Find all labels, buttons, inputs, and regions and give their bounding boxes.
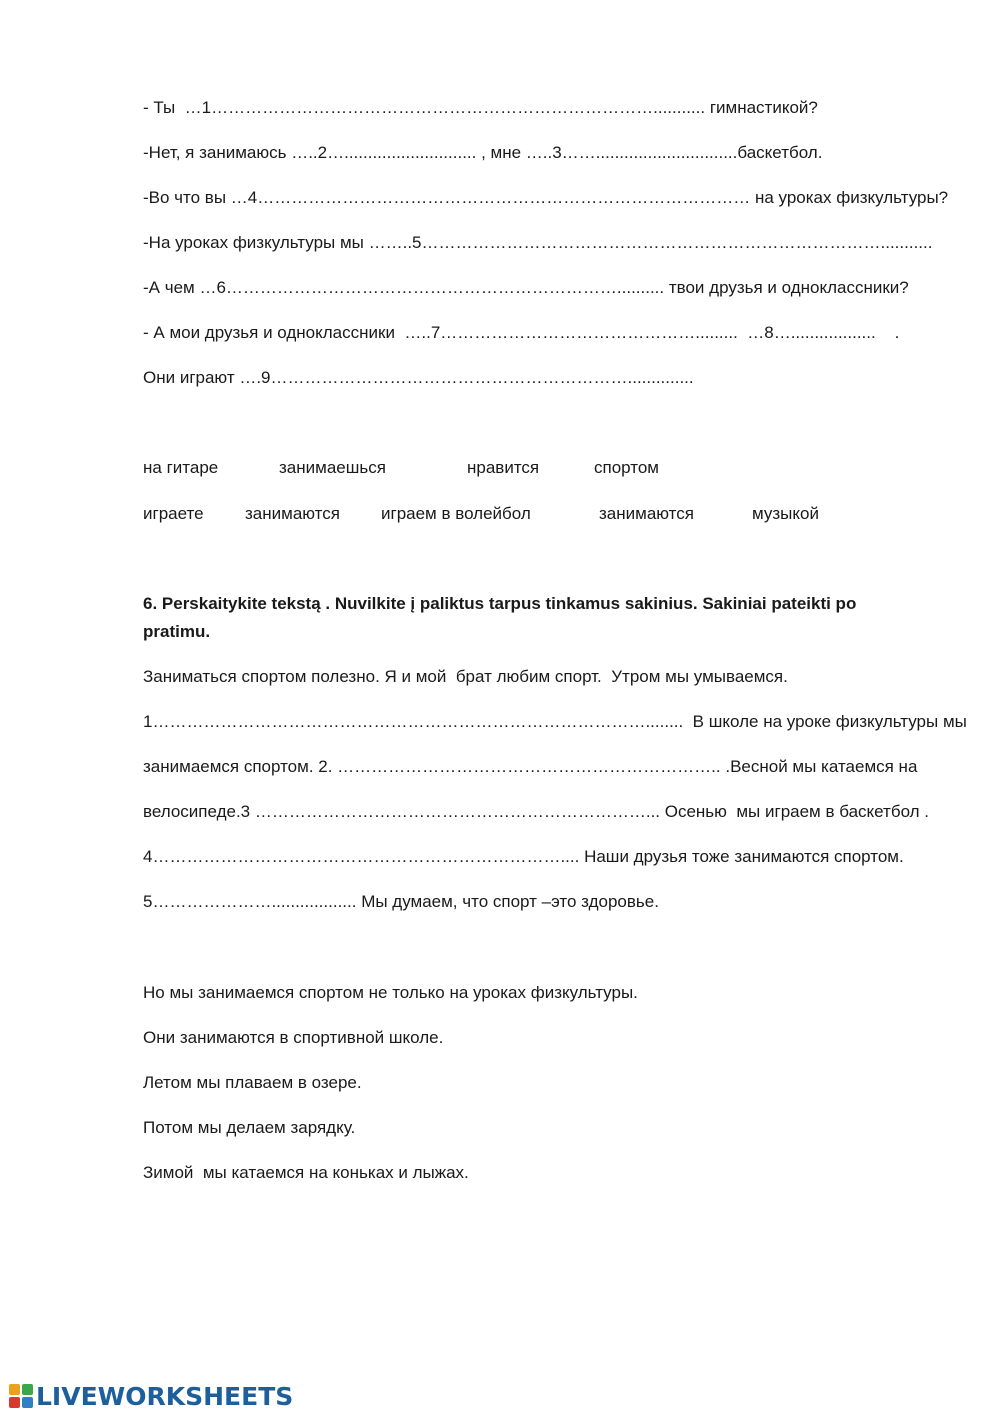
exercise-text-line: 5………………….................. Мы думаем, что спорт –это здоровье.: [143, 892, 659, 911]
draggable-sentence[interactable]: Зимой мы катаемся на коньках и лыжах.: [143, 1163, 469, 1182]
exercise-text-line: Заниматься спортом полезно. Я и мой брат любим спорт. Утром мы умываемся.: [143, 667, 788, 686]
liveworksheets-logo-icon: [8, 1383, 34, 1409]
word-bank-item[interactable]: на гитаре: [143, 458, 219, 477]
liveworksheets-logo: [8, 1381, 293, 1411]
dialogue-line-4: -На уроках физкультуры мы ……..5………………………………………………………………………...........: [143, 233, 933, 252]
liveworksheets-logo-text: LIVEWORKSHEETS: [36, 1381, 294, 1411]
word-bank-item[interactable]: занимаются: [245, 504, 340, 523]
word-bank-item[interactable]: нравится: [467, 458, 540, 477]
draggable-sentence[interactable]: Потом мы делаем зарядку.: [143, 1118, 356, 1137]
word-bank-item[interactable]: занимаешься: [279, 458, 386, 477]
draggable-sentence[interactable]: Но мы занимаемся спортом не только на уроках физкультуры.: [143, 983, 638, 1002]
word-bank-item[interactable]: играем в волейбол: [381, 504, 531, 523]
exercise-6-heading: 6. Perskaitykite tekstą . Nuvilkite į paliktus tarpus tinkamus sakinius. Sakiniai pateikti po pratimu.: [143, 594, 857, 641]
word-bank-item[interactable]: спортом: [594, 458, 659, 477]
dialogue-line-7: Они играют ….9………………………………………………………..............: [143, 368, 694, 387]
word-bank-item[interactable]: занимаются: [599, 504, 694, 523]
dialogue-line-3: -Во что вы …4…………………………………………………………………………… на уроках физкультуры?: [143, 188, 949, 207]
dialogue-line-5: -А чем …6…………………………………………………………….......... твои друзья и одноклассники?: [143, 278, 909, 297]
draggable-sentence[interactable]: Летом мы плаваем в озере.: [143, 1073, 362, 1092]
draggable-sentence[interactable]: Они занимаются в спортивной школе.: [143, 1028, 444, 1047]
exercise-text-line: 4……………………………………………………………….... Наши друзья тоже занимаются спортом.: [143, 847, 904, 866]
word-bank-item[interactable]: играете: [143, 504, 204, 523]
dialogue-line-1: - Ты …1……………………………………………………………………........... гимнастикой?: [143, 98, 818, 117]
exercise-text-line: 1……………………………………………………………………………........ В школе на уроке физкультуры мы: [143, 712, 967, 731]
exercise-text-line: велосипеде.3 ……………………………………………………………... Осенью мы играем в баскетбол .: [143, 802, 930, 821]
word-bank-item[interactable]: музыкой: [752, 504, 819, 523]
dialogue-line-2: -Нет, я занимаюсь …..2…............................ , мне …..3……..............................баскетбол.: [143, 143, 823, 162]
dialogue-line-6: - А мои друзья и одноклассники …..7………………………………………......... …8….................. .: [143, 323, 900, 342]
exercise-text-line: занимаемся спортом. 2. ………………………………………………………….. .Весной мы катаемся на: [143, 757, 918, 776]
